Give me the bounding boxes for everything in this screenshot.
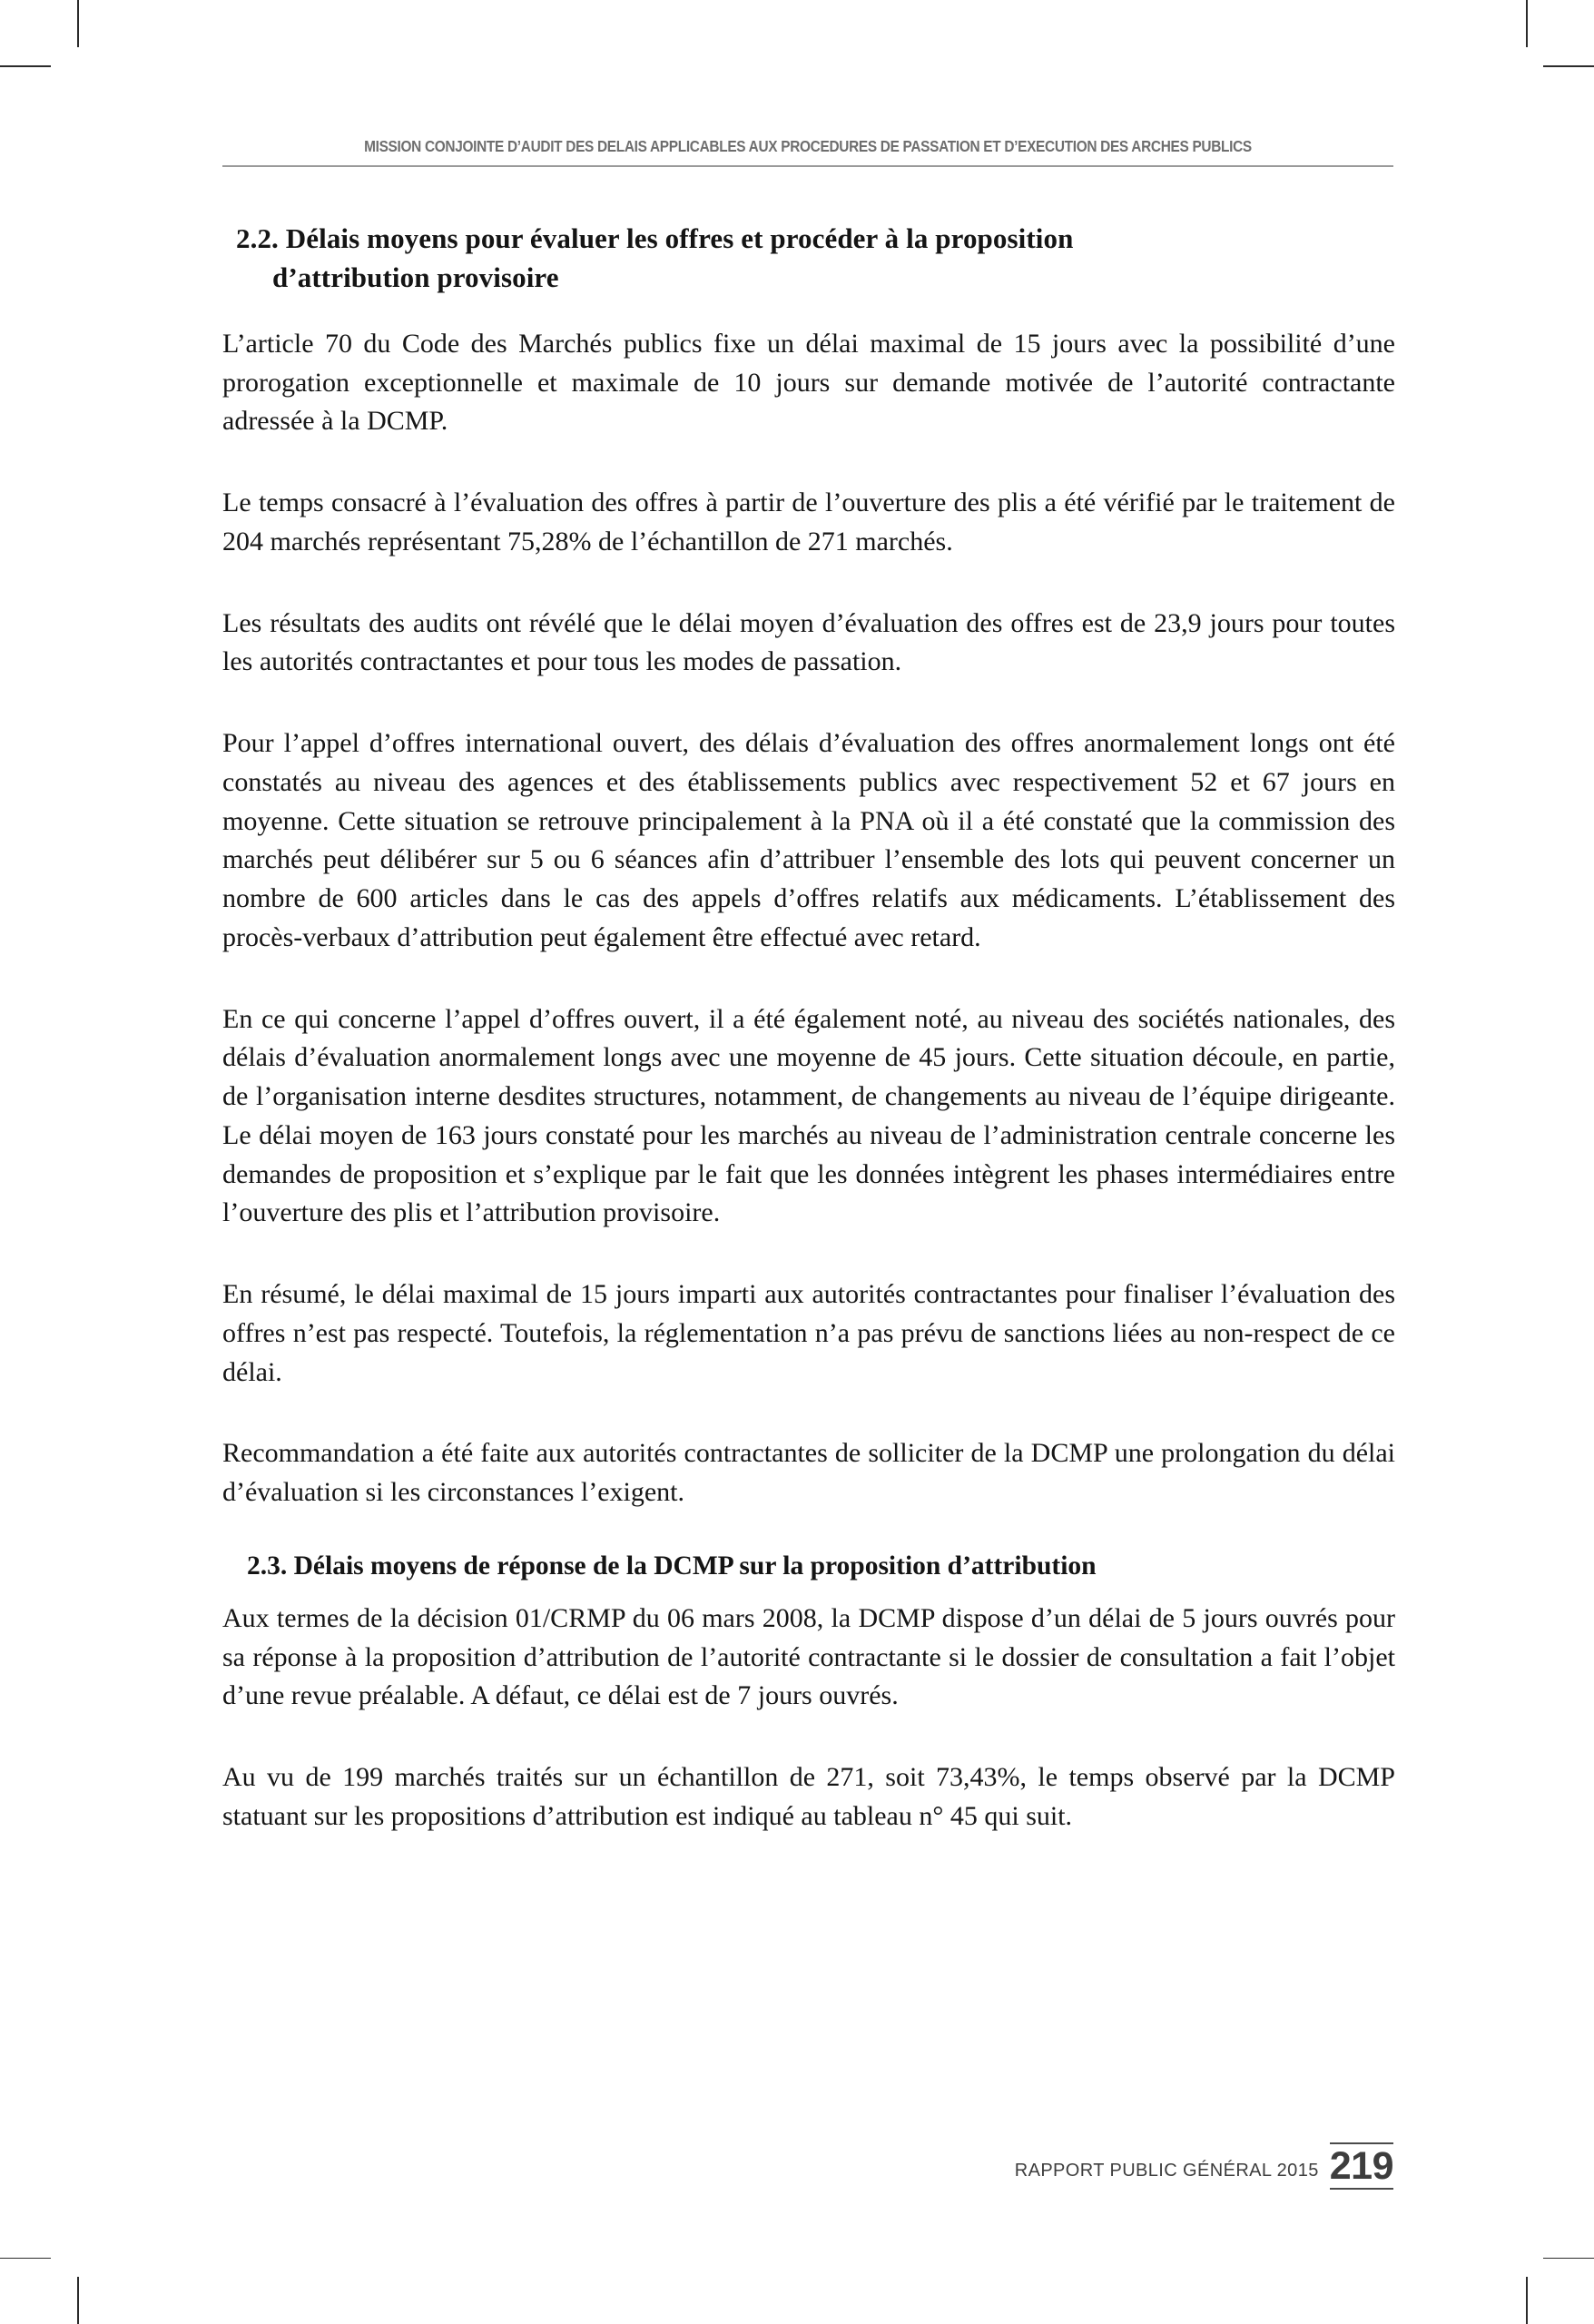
section-title-2-2-line1: Délais moyens pour évaluer les offres et procéder à la proposition <box>285 222 1074 254</box>
spacer <box>222 958 1395 1000</box>
crop-mark-bottom-left-horizontal <box>0 2258 51 2260</box>
section-number-2-2: 2.2. <box>236 222 279 254</box>
running-header <box>222 138 1393 167</box>
page-footer <box>1015 2142 1393 2190</box>
spacer <box>222 441 1395 484</box>
spacer <box>222 297 1395 325</box>
paragraph-9: Au vu de 199 marchés traités sur un échantillon de 271, soit 73,43%, le temps observé par la DCMP statuant sur les propositions d’attribution est indiqué au tableau n° 45 qui suit. <box>222 1762 1395 1831</box>
spacer <box>222 1512 1395 1549</box>
paragraph-7: Recommandation a été faite aux autorités contractantes de solliciter de la DCMP une prolongation du délai d’évaluation si les circonstances l’exigent. <box>222 1438 1395 1508</box>
running-header-title: MISSION CONJOINTE D’AUDIT DES DELAIS APPLICABLES AUX PROCEDURES DE PASSATION ET D’EXECUTION DES ARCHES PUBLICS <box>364 137 1252 155</box>
paragraph-1: L’article 70 du Code des Marchés publics fixe un délai maximal de 15 jours avec la possibilité d’une prorogation exceptionnelle et maximale de 10 jours sur demande motivée de l’autorité contractante adressée à la DCMP. <box>222 328 1395 437</box>
crop-mark-top-right-horizontal <box>1543 65 1594 67</box>
crop-mark-top-left-vertical <box>77 0 79 47</box>
crop-mark-top-right-vertical <box>1526 0 1528 47</box>
spacer <box>222 562 1395 605</box>
spacer <box>222 1392 1395 1434</box>
spacer <box>222 1233 1395 1275</box>
crop-mark-bottom-right-vertical <box>1526 2277 1528 2324</box>
paragraph-6: En résumé, le délai maximal de 15 jours imparti aux autorités contractantes pour finaliser l’évaluation des offres n’est pas respecté. Toutefois, la réglementation n’a pas prévu de sanctions liées au non-respect de ce délai. <box>222 1279 1395 1387</box>
spacer <box>222 1584 1395 1600</box>
page-number: 219 <box>1329 2144 1393 2188</box>
footer-label: RAPPORT PUBLIC GÉNÉRAL 2015 <box>1014 2161 1319 2181</box>
section-title-2-2-line2: d’attribution provisoire <box>272 261 559 293</box>
paragraph-5: En ce qui concerne l’appel d’offres ouvert, il a été également noté, au niveau des sociétés nationales, des délais d’évaluation anormalement longs avec une moyenne de 45 jours. Cette situation découle, en partie, de l’organisation interne desdites structures, notamment, de changements au niveau de l’équipe dirigeante. Le délai moyen de 163 jours constaté pour les marchés au niveau de l’administration centrale concerne les demandes de proposition et s’explique par le fait que les données intègrent les phases intermédiaires entre l’ouverture des plis et l’attribution provisoire. <box>222 1003 1395 1228</box>
spacer <box>222 1716 1395 1758</box>
paragraph-8: Aux termes de la décision 01/CRMP du 06 mars 2008, la DCMP dispose d’un délai de 5 jours ouvrés pour sa réponse à la proposition d’attribution de l’autorité contractante si le dossier de consultation a fait l’objet d’une revue préalable. A défaut, ce délai est de 7 jours ouvrés. <box>222 1602 1395 1711</box>
paragraph-4: Pour l’appel d’offres international ouvert, des délais d’évaluation des offres anormalement longs ont été constatés au niveau des agences et des établissements publics avec respectivement 52 et 67 jours en moyenne. Cette situation se retrouve principalement à la PNA où il a été constaté que la commission des marchés peut délibérer sur 5 ou 6 séances afin d’attribuer l’ensemble des lots qui peuvent concerner un nombre de 600 articles dans le cas des appels d’offres relatifs aux médicaments. L’établissement des procès-verbaux d’attribution peut également être effectué avec retard. <box>222 728 1395 952</box>
paragraph-3: Les résultats des audits ont révélé que le délai moyen d’évaluation des offres est de 23,9 jours pour toutes les autorités contractantes et pour tous les modes de passation. <box>222 607 1395 677</box>
crop-mark-top-left-horizontal <box>0 65 51 67</box>
crop-mark-bottom-left-vertical <box>77 2277 79 2324</box>
spacer <box>222 682 1395 724</box>
running-header-rule <box>222 165 1393 167</box>
page-content <box>222 221 1395 1837</box>
section-heading-2-2 <box>222 221 1395 297</box>
section-heading-2-3: 2.3. Délais moyens de réponse de la DCMP sur la proposition d’attribution <box>247 1551 1097 1581</box>
crop-mark-bottom-right-horizontal <box>1543 2258 1594 2260</box>
paragraph-2: Le temps consacré à l’évaluation des offres à partir de l’ouverture des plis a été vérifié par le traitement de 204 marchés représentant 75,28% de l’échantillon de 271 marchés. <box>222 487 1395 556</box>
